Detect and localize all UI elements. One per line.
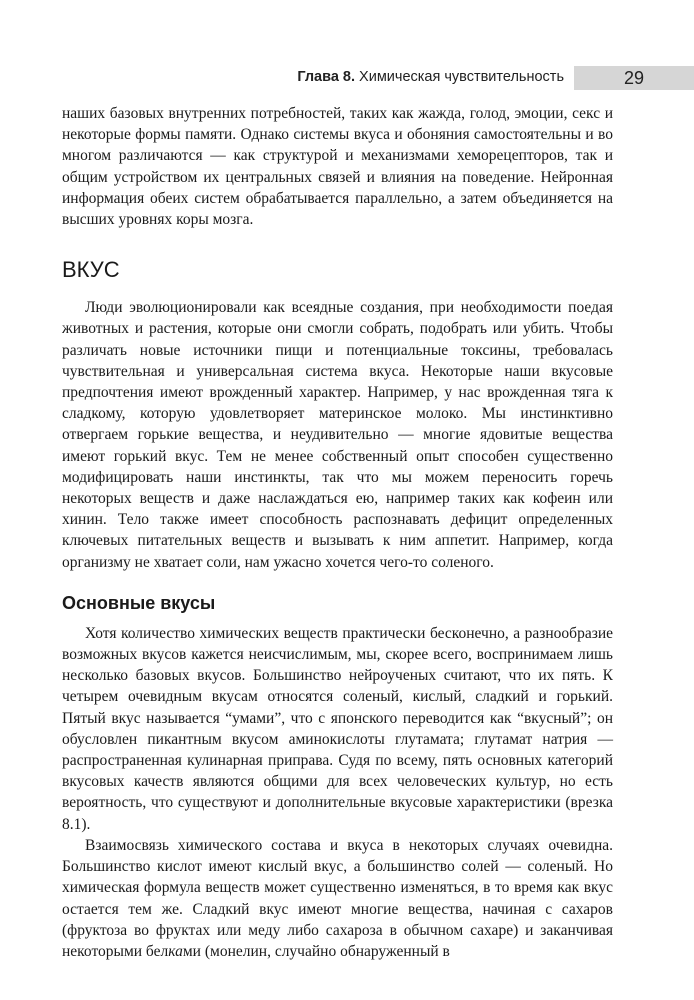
subsection-paragraph-2	[62, 835, 613, 962]
paragraph-2-end: (монелин, случайно обнаруженный в	[200, 942, 450, 960]
subsection-paragraph-1: Хотя количество химических веществ практически бесконечно, а разнообразие возможных вкусов кажется неисчислимым, мы, скорее всего, воспринимаем лишь несколько базовых вкусов. Большинство нейроученых считают, что их пять. К четырем очевидным вкусам относятся соленый, кислый, сладкий и горький. Пятый вкус называется “умами”, что с японского переводится как “вкусный”; он обусловлен пикантным вкусом аминокислоты глутамата; глутамат натрия — распространенная кулинарная приправа. Судя по всему, пять основных категорий вкусовых качеств являются общими для всех человеческих культур, но есть вероятность, что существуют и дополнительные вкусовые характеристики (врезка 8.1).	[62, 624, 613, 833]
chapter-label: Глава 8.	[297, 69, 356, 85]
chapter-title: Химическая чувствительность	[359, 69, 564, 85]
section-paragraph: Люди эволюционировали как всеядные создания, при необходимости поедая животных и растения, которые они смогли собрать, подобрать или убить. Чтобы различать новые источники пищи и потенциальные токсины, требовалась чувствительная и универсальная система вкуса. Некоторые наши вкусовые предпочтения имеют врожденный характер. Например, у нас врожденная тяга к сладкому, которую удовлетворяет материнское молоко. Мы инстинктивно отвергаем горькие вещества, и неудивительно — многие ядовитые вещества имеют горький вкус. Тем не менее собственный опыт способен существенно модифицировать наши инстинкты, так что мы можем переносить горечь некоторых веществ и даже наслаждаться ею, например таких как кофеин или хинин. Тело также имеет способность распознавать дефицит определенных ключевых питательных веществ и вызывать к ним аппетит. Например, когда организму не хватает соли, нам ужасно хочется чего-то соленого.	[62, 299, 613, 571]
running-head	[0, 66, 694, 92]
section-heading: ВКУС	[62, 257, 120, 283]
running-head-text	[297, 69, 564, 85]
paragraph-2-start: Взаимосвязь химического состава и вкуса в некоторых случаях очевидна. Большинство кислот имеют кислый вкус, а большинство солей — соленый. Но химическая формула веществ может существенно изменяться, в то время как вкус остается тем же. Сладкий вкус имеют многие вещества, начиная с сахаров (фруктоза во фруктах или меду либо сахароза в обычном сахаре) и заканчивая некоторыми бел	[62, 836, 613, 960]
page-number: 29	[623, 68, 645, 88]
paragraph-2-mi: ми	[182, 942, 201, 960]
stress-mark-a: а	[175, 942, 183, 960]
subsection-heading: Основные вкусы	[62, 592, 216, 613]
page-body	[62, 103, 613, 962]
intro-paragraph: наших базовых внутренних потребностей, таких как жажда, голод, эмоции, секс и некоторые формы памяти. Однако системы вкуса и обоняния самостоятельны и во многом различаются — как структурой и механизмами хеморецепторов, так и общим устройством их центральных связей и влияния на поведение. Нейронная информация обеих систем обрабатывается параллельно, а затем объединяется на высших уровнях коры мозга.	[62, 105, 613, 229]
stress-mark: к	[168, 942, 176, 960]
